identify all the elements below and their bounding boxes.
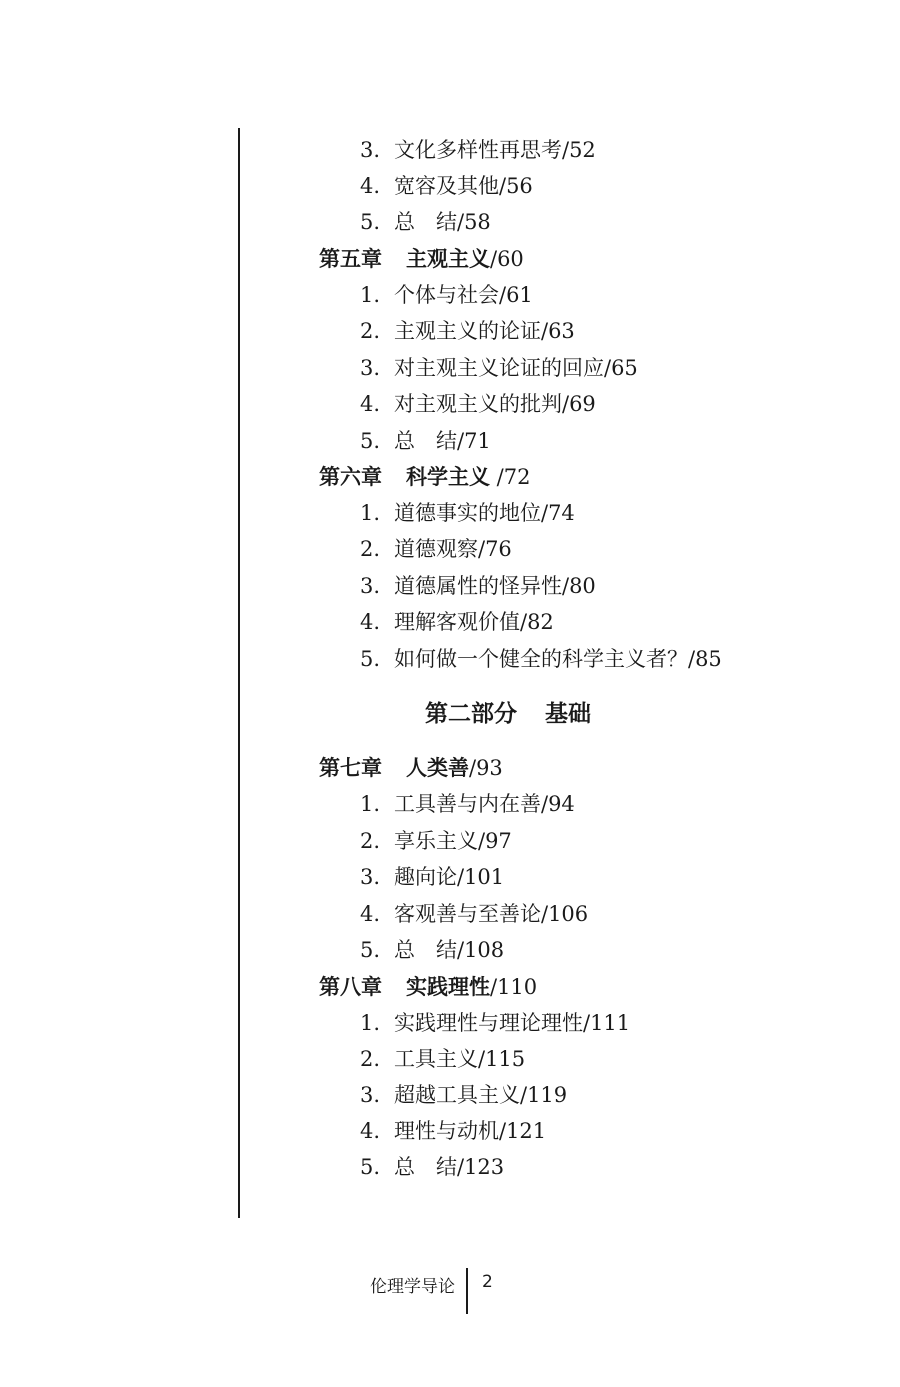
section-title: 道德事实的地位 [394,501,541,525]
chapter-page: /60 [490,247,524,271]
toc-section [360,936,504,964]
section-title: 总 结 [394,429,457,453]
part-label: 第二部分 [425,701,517,727]
chapter-page: /110 [490,975,538,999]
section-title: 客观善与至善论 [394,902,541,926]
section-title: 宽容及其他 [394,174,499,198]
section-title: 主观主义的论证 [394,319,541,343]
section-title: 个体与社会 [394,283,499,307]
chapter-label: 第六章 [319,465,382,489]
section-page: /106 [541,902,589,926]
section-number: 5. [360,647,381,671]
toc-chapter [319,754,503,782]
section-page: /65 [604,356,638,380]
toc-section [360,427,491,455]
part-title: 基础 [545,701,591,727]
toc-section [360,172,533,200]
section-title: 文化多样性再思考 [394,138,562,162]
section-title: 总 结 [394,1155,457,1179]
chapter-title: 主观主义 [406,247,490,271]
chapter-title: 科学主义 [406,465,490,489]
section-page: /71 [457,429,491,453]
running-title: 伦理学导论 [370,1277,455,1297]
toc-section [360,1117,546,1145]
toc-section [360,317,575,345]
section-number: 5. [360,210,381,234]
toc-section [360,499,575,527]
section-title: 如何做一个健全的科学主义者？ [394,647,688,671]
section-title: 趣向论 [394,865,457,889]
section-number: 2. [360,829,381,853]
section-title: 工具善与内在善 [394,792,541,816]
toc-section [360,608,554,636]
section-title: 道德观察 [394,537,478,561]
section-page: /85 [688,647,722,671]
section-number: 5. [360,1155,381,1179]
toc-section [360,572,596,600]
section-title: 总 结 [394,938,457,962]
toc-section [360,136,596,164]
section-page: /97 [478,829,512,853]
section-number: 4. [360,174,381,198]
toc-section [360,645,722,673]
chapter-title: 实践理性 [406,975,490,999]
toc-section [360,900,588,928]
section-page: /58 [457,210,491,234]
toc-chapter [319,463,530,491]
section-number: 2. [360,319,381,343]
section-page: /61 [499,283,533,307]
toc-section [360,535,512,563]
section-title: 对主观主义的批判 [394,392,562,416]
toc-section [360,1153,504,1181]
section-number: 2. [360,1047,381,1071]
section-page: /123 [457,1155,505,1179]
section-title: 对主观主义论证的回应 [394,356,604,380]
section-page: /63 [541,319,575,343]
section-page: /56 [499,174,533,198]
chapter-label: 第七章 [319,756,382,780]
section-number: 1. [360,792,381,816]
section-page: /76 [478,537,512,561]
toc-section [360,208,491,236]
section-number: 3. [360,1083,381,1107]
toc-section [360,1009,630,1037]
section-number: 2. [360,537,381,561]
toc-section [360,827,512,855]
section-number: 3. [360,138,381,162]
section-page: /119 [520,1083,568,1107]
toc-section [360,281,533,309]
section-title: 理性与动机 [394,1119,499,1143]
section-number: 4. [360,1119,381,1143]
footer-divider [466,1268,468,1314]
section-title: 道德属性的怪异性 [394,574,562,598]
toc-section [360,1081,567,1109]
section-page: /111 [583,1011,631,1035]
section-page: /80 [562,574,596,598]
section-title: 超越工具主义 [394,1083,520,1107]
toc-chapter [319,973,537,1001]
section-number: 1. [360,1011,381,1035]
page-number: 2 [482,1272,493,1292]
section-page: /82 [520,610,554,634]
section-number: 3. [360,865,381,889]
section-number: 4. [360,610,381,634]
section-title: 实践理性与理论理性 [394,1011,583,1035]
toc-section [360,790,575,818]
section-number: 1. [360,283,381,307]
chapter-label: 第八章 [319,975,382,999]
chapter-page: /72 [490,465,531,489]
part-heading [0,699,900,729]
section-number: 5. [360,938,381,962]
section-page: /108 [457,938,505,962]
section-page: /74 [541,501,575,525]
toc-section [360,1045,525,1073]
section-number: 5. [360,429,381,453]
section-page: /121 [499,1119,547,1143]
chapter-page: /93 [469,756,503,780]
section-number: 4. [360,392,381,416]
section-number: 3. [360,356,381,380]
section-page: /101 [457,865,505,889]
section-title: 理解客观价值 [394,610,520,634]
toc-section [360,390,596,418]
section-title: 总 结 [394,210,457,234]
toc-section [360,354,638,382]
section-title: 享乐主义 [394,829,478,853]
section-page: /52 [562,138,596,162]
chapter-label: 第五章 [319,247,382,271]
toc-chapter [319,245,524,273]
chapter-title: 人类善 [406,756,469,780]
section-title: 工具主义 [394,1047,478,1071]
section-page: /115 [478,1047,526,1071]
section-number: 3. [360,574,381,598]
section-page: /94 [541,792,575,816]
section-number: 4. [360,902,381,926]
section-page: /69 [562,392,596,416]
toc-section [360,863,504,891]
section-number: 1. [360,501,381,525]
